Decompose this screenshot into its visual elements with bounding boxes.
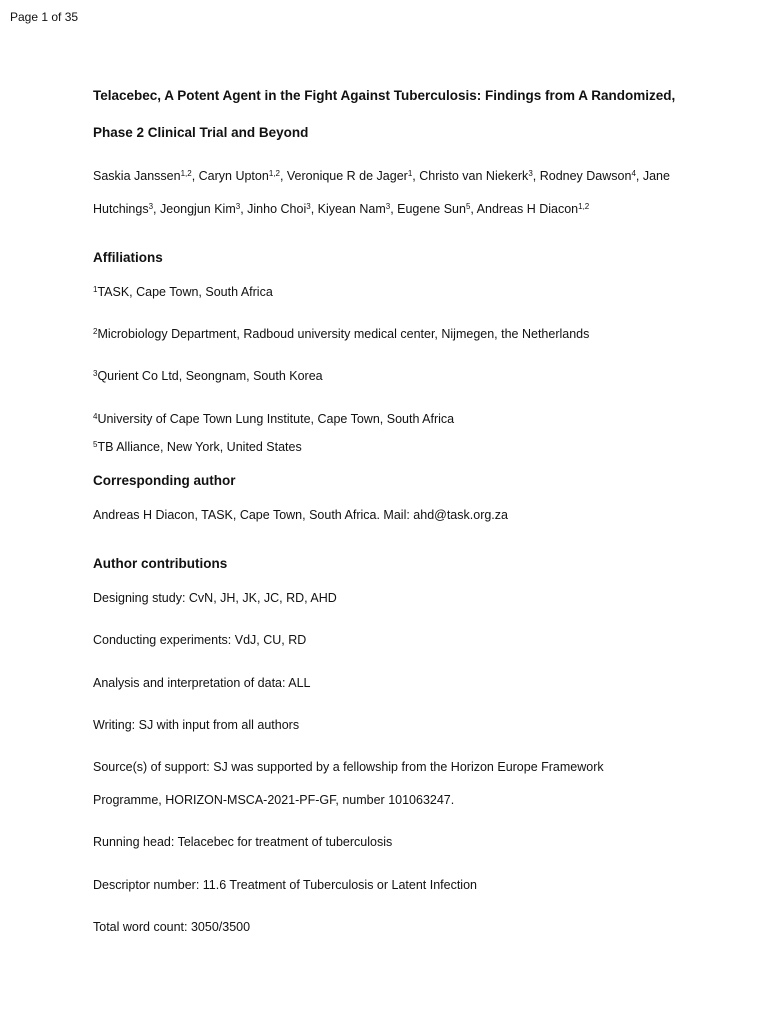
- authors-line-2: Hutchings$^3$, Jeongjun Kim$^3$, Jinho Choi$^3$, Kiyean Nam$^3$, Eugene Sun$^5$, Andreas H Diacon$^{1,2}$: [93, 202, 590, 216]
- affiliation: $^3$Qurient Co Ltd, Seongnam, South Korea: [93, 369, 323, 383]
- contribution-writing: Writing: SJ with input from all authors: [93, 718, 300, 732]
- author: Saskia Janssen$^{1,2}$,: [93, 169, 199, 183]
- running-head: Running head: Telacebec for treatment of tuberculosis: [93, 835, 393, 849]
- support-line-1: Source(s) of support: SJ was supported by a fellowship from the Horizon Europe Framework: [93, 760, 604, 774]
- author: Kiyean Nam$^3$,: [317, 202, 398, 216]
- author: Christo van Niekerk$^3$,: [419, 169, 540, 183]
- title-line-1: Telacebec, A Potent Agent in the Fight Against Tuberculosis: Findings from A Randomized,: [93, 88, 676, 103]
- author: Jinho Choi$^3$,: [247, 202, 318, 216]
- author: Veronique R de Jager$^1$,: [286, 169, 420, 183]
- affiliation: $^1$TASK, Cape Town, South Africa: [93, 285, 273, 299]
- affiliations-heading: Affiliations: [93, 250, 163, 265]
- contribution-conducting: Conducting experiments: VdJ, CU, RD: [93, 633, 307, 647]
- page-number: Page 1 of 35: [10, 10, 79, 24]
- title-line-2: Phase 2 Clinical Trial and Beyond: [93, 125, 309, 140]
- author: Rodney Dawson$^4$,: [539, 169, 643, 183]
- author: Caryn Upton$^{1,2}$,: [198, 169, 287, 183]
- author: Jeongjun Kim$^3$,: [160, 202, 248, 216]
- contributions-heading: Author contributions: [93, 556, 228, 571]
- author-second-part: Hutchings: [93, 202, 149, 216]
- author-first-part: Jane: [642, 169, 670, 183]
- word-count: Total word count: 3050/3500: [93, 920, 251, 934]
- contribution-analysis: Analysis and interpretation of data: ALL: [93, 676, 311, 690]
- author: Andreas H Diacon$^{1,2}$: [476, 202, 590, 216]
- authors-line-1: [93, 169, 670, 183]
- descriptor-number: Descriptor number: 11.6 Treatment of Tuberculosis or Latent Infection: [93, 878, 477, 892]
- affiliation: $^5$TB Alliance, New York, United States: [93, 440, 302, 454]
- corresponding-text: Andreas H Diacon, TASK, Cape Town, South Africa. Mail: ahd@task.org.za: [93, 508, 508, 522]
- author: Eugene Sun$^5$,: [397, 202, 477, 216]
- contribution-designing: Designing study: CvN, JH, JK, JC, RD, AHD: [93, 591, 337, 605]
- affiliation: $^4$University of Cape Town Lung Institute, Cape Town, South Africa: [93, 412, 455, 426]
- support-line-2: Programme, HORIZON-MSCA-2021-PF-GF, number 101063247.: [93, 793, 455, 807]
- corresponding-heading: Corresponding author: [93, 473, 236, 488]
- affiliation: $^2$Microbiology Department, Radboud university medical center, Nijmegen, the Netherlands: [93, 327, 590, 341]
